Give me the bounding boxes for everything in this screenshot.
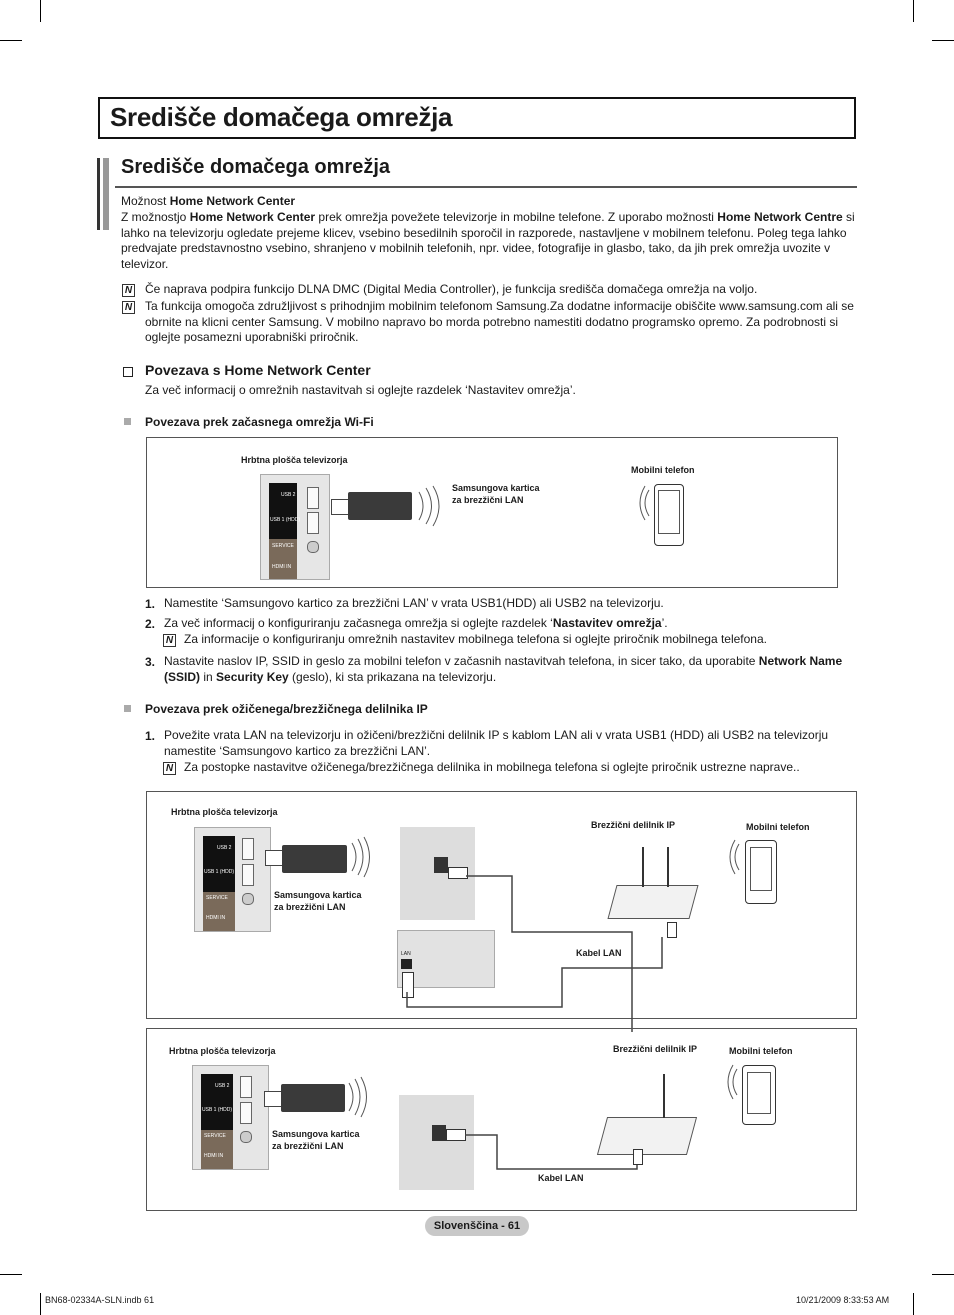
step-number: 2. (145, 617, 156, 631)
crop-mark (932, 1274, 954, 1275)
usb-port (307, 487, 319, 509)
wifi-heading: Povezava prek začasnega omrežja Wi-Fi (145, 415, 374, 429)
card-label: Samsungova kartica (272, 1129, 360, 1139)
checkbox-bullet-icon (123, 367, 133, 377)
step-bold: Nastavitev omrežja (552, 616, 662, 630)
usb-port (240, 1102, 252, 1124)
diagram-router-wireless (146, 1028, 857, 1211)
wifi-waves-icon (350, 837, 376, 877)
lan-plug (667, 922, 677, 938)
step-bold: Network Name (SSID) (164, 654, 843, 684)
cable-label: Kabel LAN (538, 1173, 584, 1183)
crop-mark (40, 0, 41, 22)
port-label: HDMI IN (206, 915, 226, 921)
subsection-text: Za več informacij o omrežnih nastavitvah si oglejte razdelek ‘Nastavitev omrežja’. (145, 383, 576, 397)
router-antenna (642, 847, 644, 887)
intro-bold: Home Network Center (169, 194, 296, 208)
wireless-router (607, 885, 698, 919)
section-bar (103, 158, 109, 230)
lan-plug (633, 1149, 643, 1165)
usb-port (242, 864, 254, 886)
card-label: Samsungova kartica (274, 890, 362, 900)
port-label: SERVICE (272, 543, 294, 549)
tv-back-label: Hrbtna plošča televizorja (241, 455, 348, 465)
square-bullet-icon (124, 418, 131, 425)
crop-mark (40, 1293, 41, 1315)
port-label: SERVICE (204, 1133, 226, 1139)
service-port (307, 541, 319, 553)
intro-paragraph (121, 210, 861, 272)
note-icon: N (122, 301, 135, 314)
step-text: Povežite vrata LAN na televizorju in ožičeni/brezžični delilnik IP s kablom LAN ali v vrata USB1 (HDD) ali USB2 na televizorju namestite ‘Samsungovo kartico za brezžični LAN’. (164, 728, 829, 758)
port-label: SERVICE (206, 895, 228, 901)
port-label: USB 1 (HDD) (204, 869, 235, 875)
port-label: USB 2 (281, 492, 296, 498)
step-number: 1. (145, 597, 156, 611)
intro-bold: Home Network Centre (717, 210, 843, 224)
wall-socket (432, 1125, 446, 1141)
phone-label: Mobilni telefon (729, 1046, 793, 1056)
step-bold: Security Key (216, 669, 289, 684)
step-text-part: Nastavite naslov IP, SSID in geslo za mobilni telefon v začasnih nastavitvah telefona, in sicer tako, da uporabite (164, 654, 759, 668)
step-text-part: in (200, 669, 217, 684)
diagram-wifi (146, 437, 838, 588)
wired-heading: Povezava prek ožičenega/brezžičnega delilnika IP (145, 702, 428, 716)
wifi-waves-icon (637, 486, 651, 520)
phone-label: Mobilni telefon (746, 822, 810, 832)
page-number: Slovenščina - 61 (433, 1220, 521, 1232)
intro-text: si lahko na televizorju ogledate prejeme klicev, vsebino besedilnih sporočil in razporede, nastavljene v mobilnem telefonu. Poleg tega lahko predvajate predstavnostno vsebino, shranjeno v mobilnih telefonih, npr. videe, fotografije in glasbo, tako, da jih prek omrežja uvozite v televizor. (121, 210, 855, 271)
section-title: Središče domačega omrežja (121, 156, 391, 178)
step-text-part: ’. (661, 616, 668, 630)
port-label: USB 2 (215, 1083, 230, 1089)
crop-mark (0, 1274, 22, 1275)
wifi-waves-icon (725, 1065, 739, 1099)
port-label: HDMI IN (204, 1153, 224, 1159)
note-text: Ta funkcija omogoča združljivost s prihodnjim mobilnim telefonom Samsung.Za dodatne informacije obiščite www.samsung.com ali se obrnite na klicni center Samsung. V mobilno napravo bo morda potrebno namestiti dodatno programsko opremo. Za podrobnosti si oglejte posamezni uporabniški priročnik. (145, 299, 854, 344)
wireless-lan-card (281, 1084, 345, 1112)
wireless-lan-card (282, 845, 347, 873)
crop-mark (913, 0, 914, 22)
step-note: Za postopke nastavitve ožičenega/brezžičnega delilnika in mobilnega telefona si oglejte priročnik ustrezne naprave.. (184, 760, 800, 774)
tv-panel (192, 1065, 269, 1170)
section-bar (97, 158, 100, 230)
crop-mark (0, 40, 22, 41)
page-number-badge (425, 1216, 529, 1236)
step-number: 1. (145, 729, 156, 743)
tv-panel (260, 474, 330, 580)
intro-bold: Home Network Center (189, 210, 316, 224)
service-port (240, 1131, 252, 1143)
step-text (164, 654, 859, 685)
usb-port (307, 512, 319, 534)
step-text-part: (geslo), ki sta prikazana na televizorju. (288, 669, 497, 684)
note-icon: N (163, 762, 176, 775)
mobile-phone (654, 484, 684, 546)
router-antenna (663, 1074, 665, 1118)
usb-port (240, 1076, 252, 1098)
phone-screen (658, 490, 680, 534)
section-rule (115, 186, 857, 188)
tv-back-label: Hrbtna plošča televizorja (171, 807, 278, 817)
service-port (242, 893, 254, 905)
router-label: Brezžični delilnik IP (613, 1044, 698, 1054)
intro-prefix: Možnost (121, 194, 170, 208)
mobile-phone (745, 840, 777, 904)
card-label: za brezžični LAN (272, 1141, 344, 1151)
step-text: Namestite ‘Samsungovo kartico za brezžični LAN’ v vrata USB1(HDD) ali USB2 na televizorju. (164, 596, 664, 610)
note-icon: N (122, 284, 135, 297)
wifi-waves-icon (417, 486, 447, 526)
card-label: za brezžični LAN (452, 495, 524, 505)
tv-back-label: Hrbtna plošča televizorja (169, 1046, 276, 1056)
usb-port (242, 838, 254, 860)
footer-date: 10/21/2009 8:33:53 AM (796, 1295, 890, 1305)
footer-file: BN68-02334A-SLN.indb 61 (45, 1295, 155, 1305)
card-label: Samsungova kartica (452, 483, 540, 493)
diagram-router-wired (146, 791, 857, 1019)
wireless-router (597, 1117, 697, 1155)
mobile-phone (742, 1065, 776, 1125)
phone-screen (750, 847, 772, 891)
card-label: za brezžični LAN (274, 902, 346, 912)
crop-mark (913, 1293, 914, 1315)
cable-label: Kabel LAN (576, 948, 622, 958)
router-antenna (667, 847, 669, 887)
router-label: Brezžični delilnik IP (591, 820, 676, 830)
page-title: Središče domačega omrežja (110, 102, 453, 132)
port-label: HDMI IN (272, 564, 292, 570)
note-icon: N (163, 634, 176, 647)
port-label: USB 1 (HDD) (270, 517, 301, 523)
subsection-title: Povezava s Home Network Center (145, 362, 371, 378)
crop-mark (932, 40, 954, 41)
note-text: Če naprava podpira funkcijo DLNA DMC (Digital Media Controller), je funkcija središča domačega omrežja na voljo. (145, 282, 758, 296)
step-note: Za informacije o konfiguriranju omrežnih nastavitev mobilnega telefona si oglejte priročnik mobilnega telefona. (184, 632, 767, 646)
port-label: USB 2 (217, 845, 232, 851)
wireless-lan-card (348, 492, 412, 520)
phone-label: Mobilni telefon (631, 465, 695, 475)
intro-text: prek omrežja povežete televizorje in mobilne telefone. Z uporabo možnosti (315, 210, 718, 224)
intro-text: Z možnostjo (121, 210, 190, 224)
step-number: 3. (145, 655, 156, 669)
port-label: USB 1 (HDD) (202, 1107, 233, 1113)
square-bullet-icon (124, 705, 131, 712)
intro-line (121, 194, 861, 210)
wifi-waves-icon (727, 840, 741, 874)
phone-screen (747, 1072, 771, 1114)
tv-panel (194, 827, 271, 932)
page-title-box (98, 97, 856, 139)
port-label: LAN (401, 951, 411, 957)
wifi-waves-icon (347, 1077, 373, 1117)
step-text (164, 616, 854, 632)
step-text-part: Za več informacij o konfiguriranju začasnega omrežja si oglejte razdelek ‘ (164, 616, 553, 630)
